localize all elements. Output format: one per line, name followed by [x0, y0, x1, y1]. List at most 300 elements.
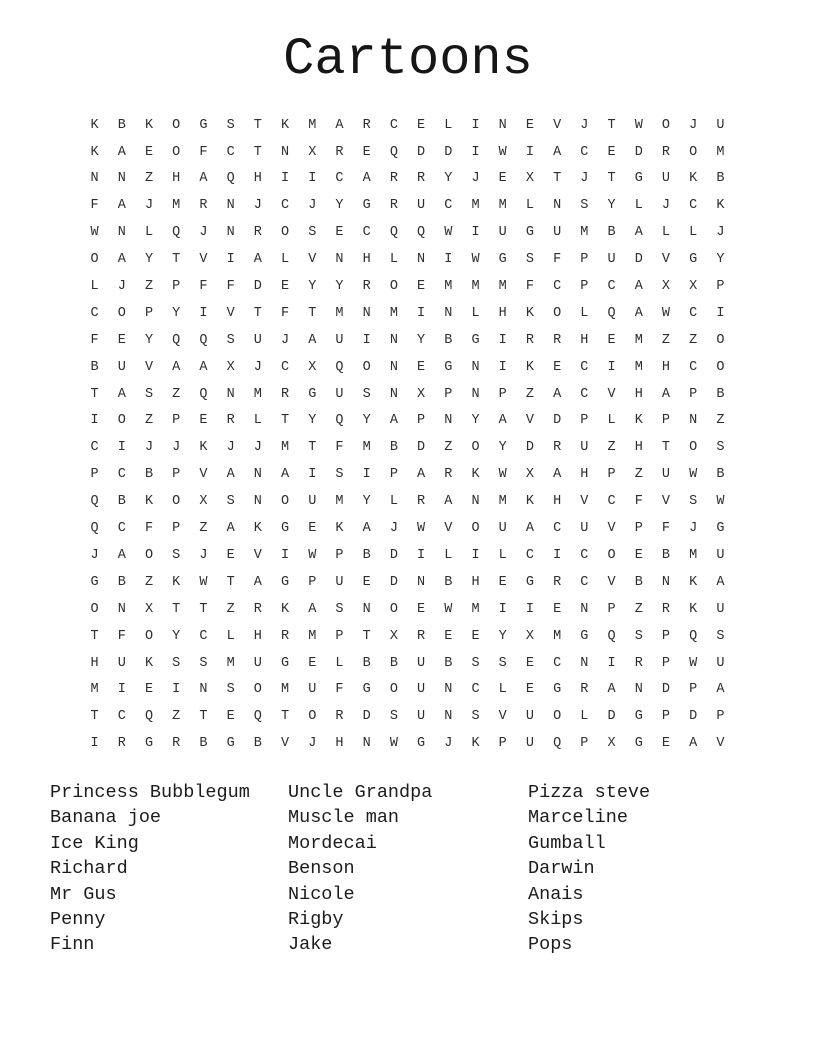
grid-letter: U [335, 386, 344, 402]
grid-letter: F [661, 521, 671, 537]
grid-letter: M [716, 144, 725, 160]
grid-letter: T [90, 709, 99, 725]
grid-letter: C [689, 198, 698, 214]
grid-letter: E [117, 332, 126, 348]
grid-letter: G [144, 736, 154, 752]
grid-letter: P [661, 628, 671, 644]
grid-letter: J [689, 117, 698, 133]
grid-letter: I [199, 305, 208, 321]
grid-letter: A [281, 467, 290, 483]
grid-letter: M [634, 332, 643, 348]
grid-letter: I [471, 144, 480, 160]
grid-letter: I [607, 655, 616, 671]
grid-letter: V [607, 386, 616, 402]
grid-letter: X [525, 171, 534, 187]
grid-letter: M [580, 225, 589, 241]
grid-letter: I [308, 171, 317, 187]
grid-letter: V [498, 709, 507, 725]
grid-letter: G [226, 736, 235, 752]
grid-letter: O [144, 628, 154, 644]
grid-letter: D [362, 709, 371, 725]
grid-letter: E [607, 332, 616, 348]
grid-letter: B [389, 440, 398, 456]
grid-letter: X [308, 144, 317, 160]
grid-letter: Q [90, 494, 99, 510]
grid-letter: B [362, 655, 371, 671]
grid-letter: P [308, 574, 317, 590]
grid-letter: L [607, 413, 616, 429]
grid-letter: P [417, 413, 426, 429]
grid-letter: T [199, 601, 208, 617]
grid-letter: F [634, 494, 643, 510]
grid-letter: H [253, 628, 262, 644]
grid-letter: O [281, 494, 290, 510]
grid-letter: K [689, 601, 698, 617]
grid-letter: B [661, 547, 671, 563]
grid-letter: L [335, 655, 344, 671]
grid-letter: T [281, 709, 290, 725]
grid-letter: A [362, 171, 371, 187]
grid-letter: B [444, 574, 453, 590]
grid-letter: B [716, 386, 725, 402]
grid-letter: P [172, 279, 181, 295]
grid-letter: V [226, 305, 235, 321]
grid-letter: B [716, 171, 725, 187]
grid-letter: Q [335, 413, 344, 429]
grid-letter: G [281, 521, 290, 537]
grid-letter: P [689, 682, 698, 698]
grid-letter: G [689, 252, 698, 268]
word-list-item: Banana joe [50, 807, 162, 829]
grid-letter: N [362, 736, 371, 752]
grid-letter: M [281, 440, 290, 456]
grid-letter: N [117, 601, 126, 617]
grid-letter: Q [335, 359, 344, 375]
grid-letter: P [580, 413, 589, 429]
grid-letter: I [362, 467, 371, 483]
grid-letter: R [172, 736, 181, 752]
word-list-item: Mordecai [288, 832, 377, 854]
grid-letter: I [471, 225, 480, 241]
grid-letter: A [117, 386, 126, 402]
grid-letter: A [362, 521, 371, 537]
grid-letter: K [90, 144, 99, 160]
grid-letter: M [498, 494, 507, 510]
grid-letter: S [471, 709, 480, 725]
grid-letter: V [199, 252, 208, 268]
grid-letter: X [525, 467, 534, 483]
grid-letter: F [90, 332, 99, 348]
grid-letter: I [471, 547, 480, 563]
word-list-item: Jake [288, 934, 333, 956]
grid-letter: O [553, 305, 562, 321]
grid-letter: N [226, 386, 235, 402]
grid-letter: W [308, 547, 317, 563]
grid-letter: F [226, 279, 235, 295]
grid-letter: A [444, 494, 453, 510]
grid-letter: D [689, 709, 698, 725]
grid-letter: F [144, 521, 154, 537]
grid-letter: G [634, 709, 643, 725]
grid-letter: N [580, 655, 589, 671]
grid-letter: E [417, 359, 426, 375]
grid-letter: L [389, 494, 398, 510]
grid-letter: K [90, 117, 99, 133]
grid-letter: N [471, 359, 480, 375]
grid-letter: U [553, 225, 562, 241]
word-list [0, 780, 816, 980]
grid-letter: G [281, 574, 290, 590]
grid-letter: K [172, 574, 181, 590]
grid-letter: O [689, 144, 698, 160]
grid-letter: U [308, 494, 317, 510]
grid-letter: M [362, 440, 371, 456]
grid-letter: O [172, 144, 181, 160]
grid-letter: O [172, 117, 181, 133]
grid-letter: S [498, 655, 507, 671]
grid-letter: T [172, 601, 181, 617]
grid-letter: C [90, 440, 99, 456]
grid-letter: G [553, 682, 562, 698]
grid-letter: G [498, 252, 507, 268]
grid-letter: N [389, 359, 398, 375]
grid-letter: E [553, 601, 562, 617]
grid-letter: V [308, 252, 317, 268]
grid-letter: Y [335, 279, 344, 295]
grid-letter: U [253, 655, 262, 671]
grid-letter: V [580, 494, 589, 510]
grid-letter: B [362, 547, 371, 563]
grid-letter: T [90, 386, 99, 402]
grid-letter: Z [634, 467, 643, 483]
grid-letter: E [281, 279, 290, 295]
grid-letter: I [498, 359, 507, 375]
grid-letter: C [580, 144, 589, 160]
grid-letter: D [417, 144, 426, 160]
grid-letter: T [661, 440, 671, 456]
grid-letter: C [117, 467, 126, 483]
grid-letter: Y [417, 332, 426, 348]
grid-letter: O [308, 709, 317, 725]
word-list-item: Ice King [50, 832, 139, 854]
grid-letter: L [389, 252, 398, 268]
grid-letter: R [117, 736, 126, 752]
grid-letter: I [607, 359, 616, 375]
grid-letter: X [417, 386, 426, 402]
grid-letter: R [281, 628, 290, 644]
grid-letter: K [281, 117, 290, 133]
grid-letter: N [253, 467, 262, 483]
grid-letter: G [281, 655, 290, 671]
grid-letter: W [389, 736, 398, 752]
grid-letter: C [580, 359, 589, 375]
grid-letter: A [226, 467, 235, 483]
grid-letter: A [525, 521, 534, 537]
grid-letter: O [362, 359, 371, 375]
grid-letter: G [308, 386, 317, 402]
grid-letter: L [144, 225, 154, 241]
grid-letter: R [553, 332, 562, 348]
grid-letter: M [308, 628, 317, 644]
grid-letter: A [634, 305, 643, 321]
grid-letter: O [389, 682, 398, 698]
grid-letter: F [335, 440, 344, 456]
grid-letter: R [199, 198, 208, 214]
grid-letter: P [144, 305, 154, 321]
grid-letter: Q [90, 521, 99, 537]
grid-letter: T [607, 117, 616, 133]
grid-letter: A [308, 601, 317, 617]
grid-letter: Q [199, 386, 208, 402]
grid-letter: R [362, 117, 371, 133]
grid-letter: A [553, 386, 562, 402]
grid-letter: P [172, 521, 181, 537]
grid-letter: N [226, 198, 235, 214]
grid-letter: T [308, 440, 317, 456]
grid-letter: W [661, 305, 671, 321]
grid-letter: Y [308, 279, 317, 295]
grid-letter: I [281, 171, 290, 187]
grid-letter: J [117, 279, 126, 295]
grid-letter: X [226, 359, 235, 375]
grid-letter: L [253, 413, 262, 429]
grid-letter: I [362, 332, 371, 348]
grid-letter: F [117, 628, 126, 644]
grid-letter: L [661, 225, 671, 241]
grid-letter: O [553, 709, 562, 725]
grid-letter: P [580, 736, 589, 752]
grid-letter: N [661, 574, 671, 590]
grid-letter: C [689, 359, 698, 375]
grid-letter: Q [417, 225, 426, 241]
grid-letter: R [389, 198, 398, 214]
grid-letter: J [308, 198, 317, 214]
grid-letter: O [144, 547, 154, 563]
grid-letter: I [117, 440, 126, 456]
grid-letter: Z [172, 386, 181, 402]
grid-letter: S [580, 198, 589, 214]
grid-letter: R [389, 171, 398, 187]
grid-letter: B [90, 359, 99, 375]
grid-letter: Y [716, 252, 725, 268]
word-list-item: Gumball [528, 832, 606, 854]
grid-letter: S [226, 117, 235, 133]
grid-letter: R [253, 601, 262, 617]
grid-letter: K [525, 305, 534, 321]
grid-letter: B [716, 467, 725, 483]
grid-letter: E [634, 547, 643, 563]
grid-letter: D [417, 440, 426, 456]
grid-letter: A [253, 252, 262, 268]
grid-letter: L [580, 709, 589, 725]
word-list-item: Nicole [288, 883, 355, 905]
word-list-item: Marceline [528, 807, 628, 829]
grid-letter: B [253, 736, 262, 752]
grid-letter: J [716, 225, 725, 241]
grid-letter: G [444, 359, 453, 375]
grid-letter: M [553, 628, 562, 644]
grid-letter: E [144, 144, 154, 160]
grid-letter: J [471, 171, 480, 187]
grid-letter: A [661, 386, 671, 402]
grid-letter: I [553, 547, 562, 563]
grid-letter: W [716, 494, 725, 510]
grid-letter: A [634, 279, 643, 295]
grid-letter: A [553, 144, 562, 160]
grid-letter: P [172, 413, 181, 429]
grid-letter: I [498, 332, 507, 348]
grid-letter: R [417, 494, 426, 510]
grid-letter: A [199, 359, 208, 375]
word-list-column-2 [288, 780, 432, 958]
grid-letter: L [444, 547, 453, 563]
grid-letter: O [689, 440, 698, 456]
grid-letter: F [199, 279, 208, 295]
grid-letter: S [199, 655, 208, 671]
word-list-item: Pops [528, 934, 573, 956]
grid-letter: C [580, 547, 589, 563]
grid-letter: E [335, 225, 344, 241]
grid-letter: Y [444, 171, 453, 187]
grid-letter: A [389, 413, 398, 429]
word-list-item: Pizza steve [528, 782, 651, 803]
grid-letter: Q [172, 225, 181, 241]
grid-letter: D [634, 252, 643, 268]
grid-letter: G [417, 736, 426, 752]
grid-letter: B [389, 655, 398, 671]
grid-letter: Y [144, 252, 154, 268]
grid-letter: Z [444, 440, 453, 456]
grid-letter: M [498, 198, 507, 214]
grid-letter: I [417, 305, 426, 321]
grid-letter: P [716, 709, 725, 725]
grid-letter: G [634, 171, 643, 187]
grid-letter: U [661, 467, 671, 483]
grid-letter: E [144, 682, 154, 698]
grid-letter: M [634, 359, 643, 375]
grid-letter: U [117, 359, 126, 375]
grid-letter: E [417, 279, 426, 295]
grid-letter: B [144, 467, 154, 483]
grid-letter: C [553, 521, 562, 537]
grid-letter: Q [553, 736, 562, 752]
grid-letter: P [689, 386, 698, 402]
grid-letter: H [90, 655, 99, 671]
grid-letter: O [90, 601, 99, 617]
grid-letter: V [661, 494, 671, 510]
grid-letter: R [281, 386, 290, 402]
grid-letter: F [199, 144, 208, 160]
grid-letter: K [199, 440, 208, 456]
grid-letter: O [716, 359, 725, 375]
grid-letter: R [335, 144, 344, 160]
grid-letter: N [444, 709, 453, 725]
grid-letter: V [199, 467, 208, 483]
grid-letter: C [553, 655, 562, 671]
grid-letter: L [498, 682, 507, 698]
grid-letter: O [661, 117, 671, 133]
grid-letter: M [471, 279, 480, 295]
grid-letter: L [226, 628, 235, 644]
grid-letter: T [172, 252, 181, 268]
grid-letter: Y [498, 628, 507, 644]
grid-letter: C [553, 279, 562, 295]
grid-letter: Y [607, 198, 616, 214]
grid-letter: M [226, 655, 235, 671]
grid-letter: Q [389, 225, 398, 241]
word-list-item: Penny [50, 909, 106, 931]
grid-letter: L [634, 198, 643, 214]
grid-letter: W [471, 252, 480, 268]
grid-letter: Q [607, 628, 616, 644]
grid-letter: M [281, 682, 290, 698]
grid-letter: L [444, 117, 453, 133]
grid-letter: U [716, 547, 725, 563]
grid-letter: U [417, 198, 426, 214]
grid-letter: J [689, 521, 698, 537]
grid-letter: R [335, 709, 344, 725]
grid-letter: U [335, 332, 344, 348]
grid-letter: U [580, 440, 589, 456]
grid-letter: A [607, 682, 616, 698]
grid-letter: B [607, 225, 616, 241]
grid-letter: B [634, 574, 643, 590]
grid-letter: V [661, 252, 671, 268]
grid-letter: L [471, 305, 480, 321]
grid-letter: M [308, 117, 317, 133]
grid-letter: V [553, 117, 562, 133]
grid-letter: S [226, 332, 235, 348]
grid-letter: S [716, 628, 725, 644]
grid-letter: I [90, 413, 99, 429]
grid-letter: L [525, 198, 534, 214]
grid-letter: S [689, 494, 698, 510]
grid-letter: J [226, 440, 235, 456]
grid-letter: Z [525, 386, 534, 402]
grid-letter: J [444, 736, 453, 752]
grid-letter: E [362, 144, 371, 160]
grid-letter: B [199, 736, 208, 752]
grid-letter: M [444, 279, 453, 295]
grid-letter: S [471, 655, 480, 671]
grid-letter: X [389, 628, 398, 644]
grid-letter: P [335, 628, 344, 644]
grid-letter: T [90, 628, 99, 644]
grid-letter: G [362, 198, 371, 214]
grid-letter: Z [144, 413, 154, 429]
grid-letter: H [471, 574, 480, 590]
grid-letter: N [444, 305, 453, 321]
grid-letter: L [580, 305, 589, 321]
grid-letter: C [335, 171, 344, 187]
grid-letter: P [90, 467, 99, 483]
grid-letter: A [117, 198, 126, 214]
grid-letter: Q [253, 709, 262, 725]
grid-letter: U [498, 521, 507, 537]
grid-letter: C [117, 709, 126, 725]
grid-letter: Q [172, 332, 181, 348]
word-list-item: Rigby [288, 909, 344, 931]
grid-letter: J [90, 547, 99, 563]
word-list-item: Uncle Grandpa [288, 782, 433, 803]
grid-letter: Z [689, 332, 698, 348]
grid-letter: H [661, 359, 671, 375]
grid-letter: H [634, 440, 643, 456]
grid-letter: U [580, 521, 589, 537]
grid-letter: N [389, 332, 398, 348]
grid-letter: L [498, 547, 507, 563]
grid-letter: O [389, 601, 398, 617]
